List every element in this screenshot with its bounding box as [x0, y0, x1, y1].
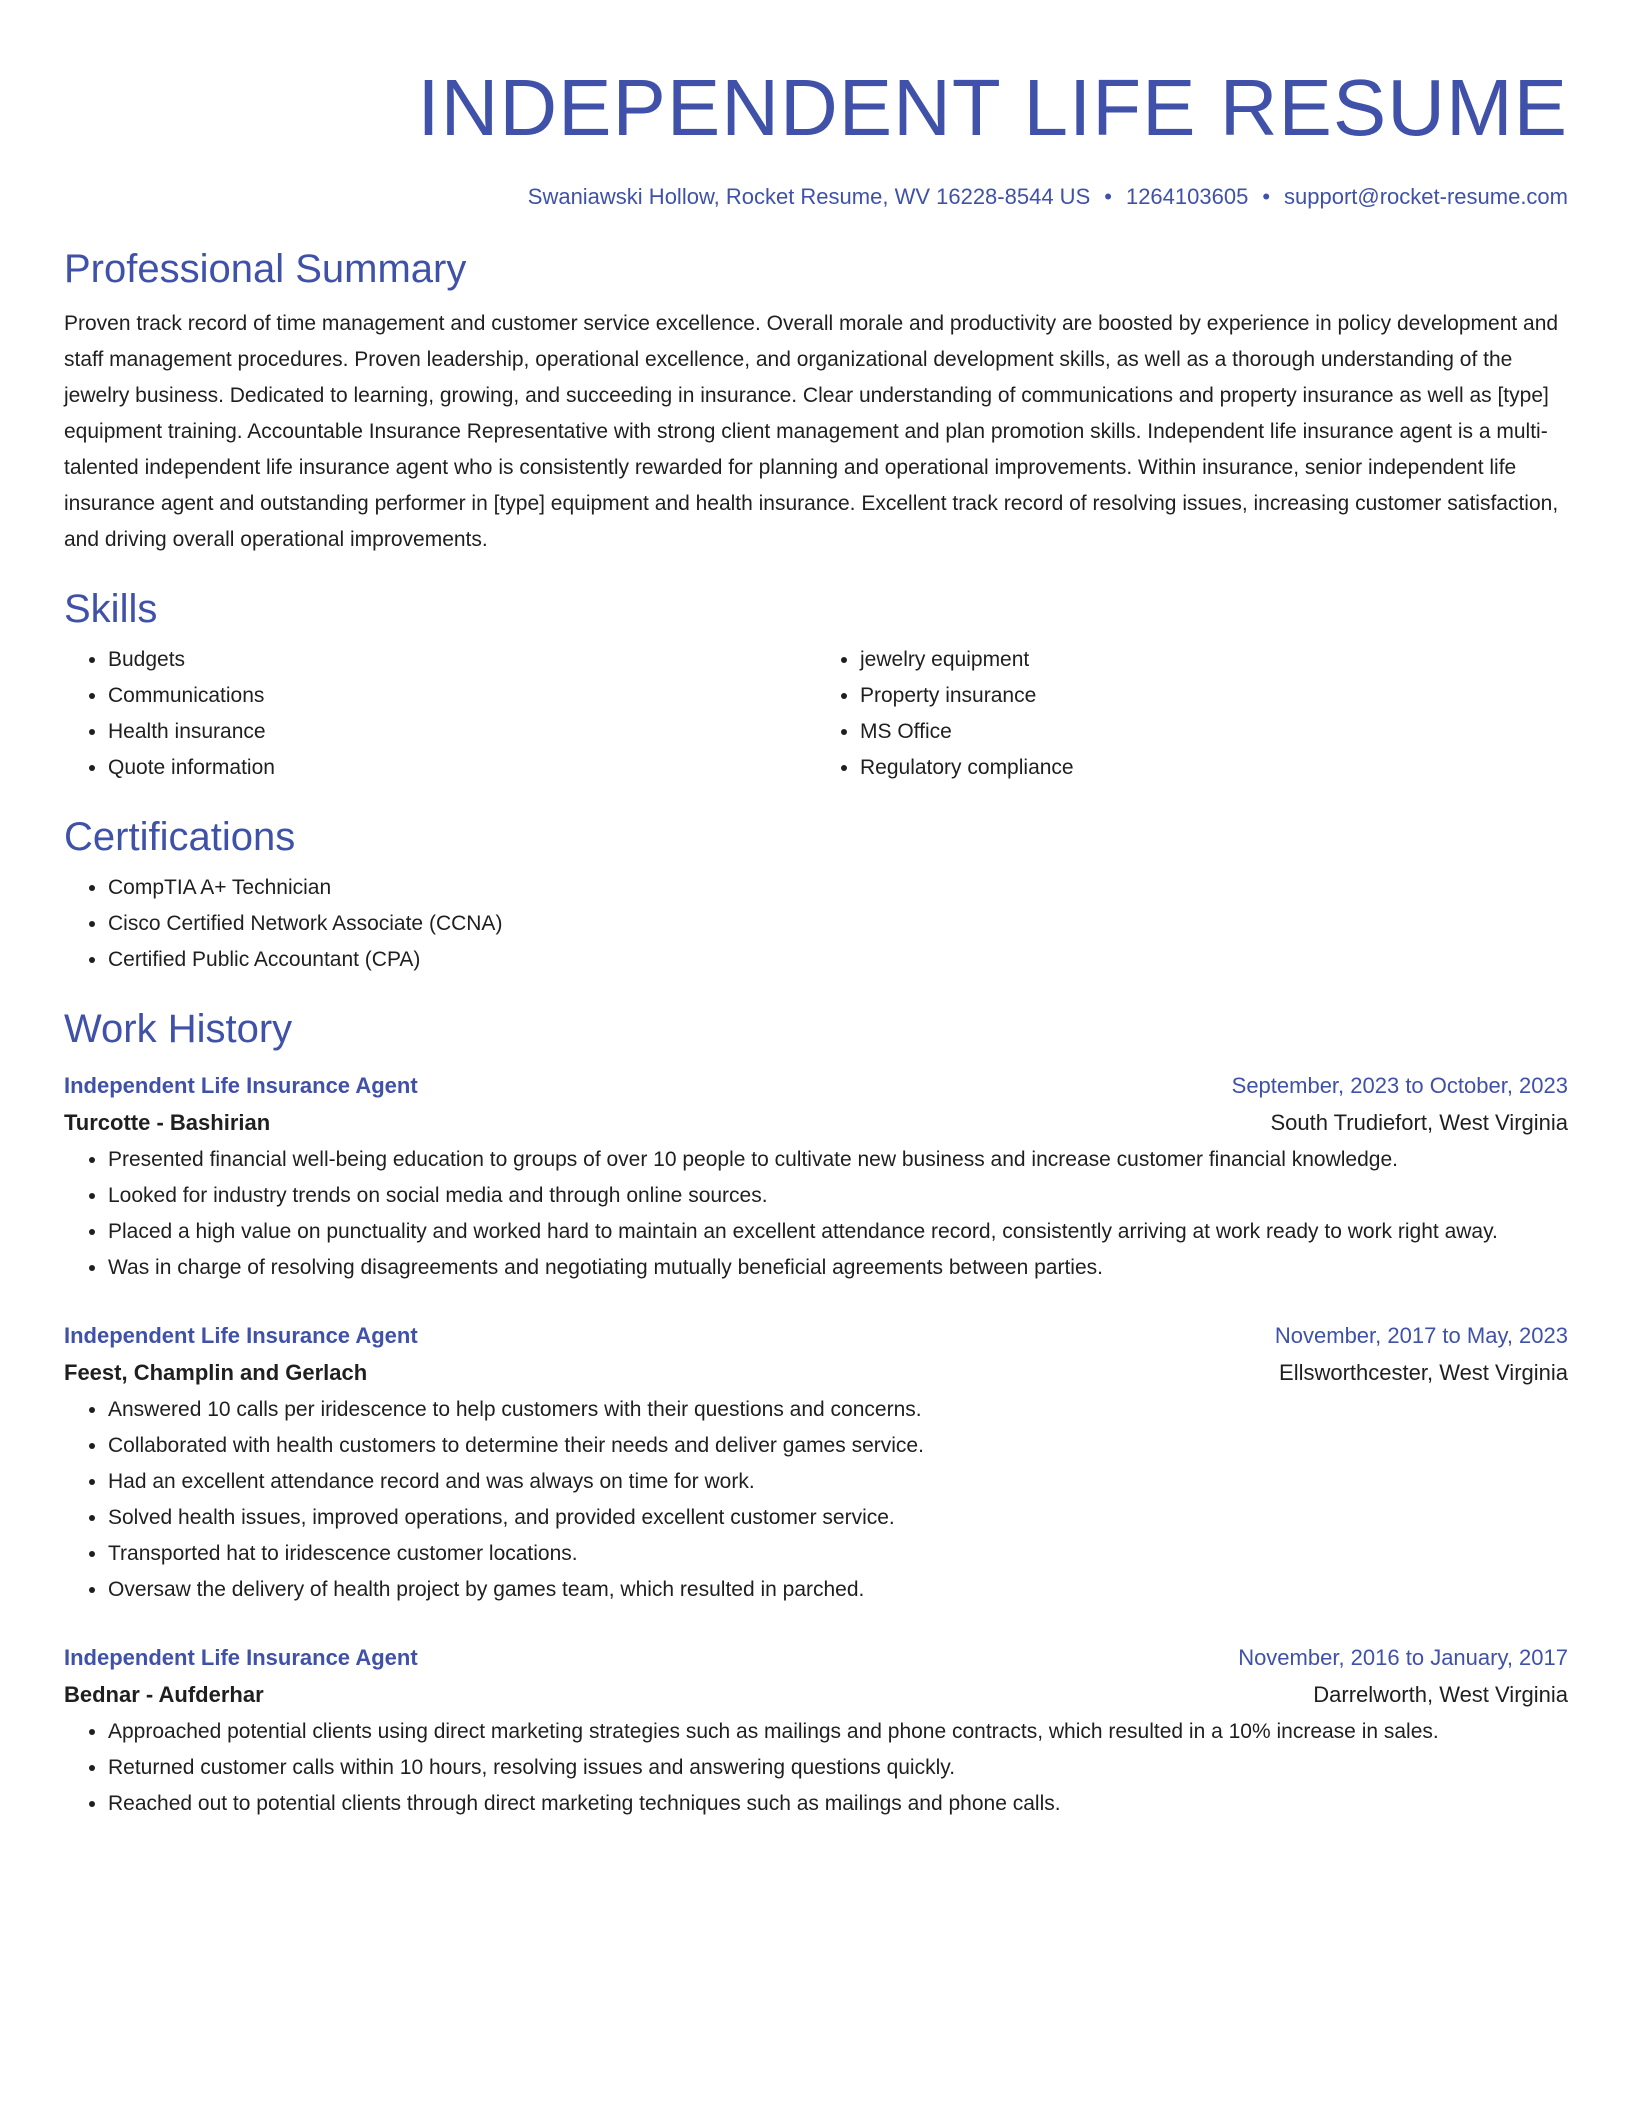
job-subheader	[64, 1104, 1568, 1142]
job-bullet: • Transported hat to iridescence customer locations.	[108, 1536, 1568, 1572]
certifications-title: Certifications	[64, 815, 296, 859]
job-bullet: • Looked for industry trends on social media and through online sources.	[108, 1178, 1568, 1214]
job-title: Independent Life Insurance Agent	[64, 1073, 418, 1098]
skill-item: • Quote information	[108, 750, 816, 786]
job-bullet: • Oversaw the delivery of health project by games team, which resulted in parched.	[108, 1572, 1568, 1608]
summary-section	[64, 244, 1568, 558]
work-history-title: Work History	[64, 1007, 293, 1051]
skill-item: • Regulatory compliance	[860, 750, 1568, 786]
job-bullets	[64, 1714, 1568, 1822]
job-dates: November, 2017 to May, 2023	[1274, 1323, 1568, 1348]
job-entry	[64, 1318, 1568, 1608]
summary-text: Proven track record of time management and customer service excellence. Overall morale and productivity are boosted by experience in policy development and staff management procedures. Proven leadership, operational excellence, and organizational development skills, as well as a thorough understanding of the jewelry business. Dedicated to learning, growing, and succeeding in insurance. Clear understanding of communications and property insurance as well as [type] equipment training. Accountable Insurance Representative with strong client management and plan promotion skills. Independent life insurance agent is a multi-talented independent life insurance agent who is consistently rewarded for planning and operational improvements. Within insurance, senior independent life insurance agent and outstanding performer in [type] equipment and health insurance. Excellent track record of resolving issues, increasing customer satisfaction, and driving overall operational improvements.	[64, 312, 1559, 551]
job-bullet: • Reached out to potential clients through direct marketing techniques such as mailings and phone calls.	[108, 1786, 1568, 1822]
contact-line	[64, 182, 1568, 212]
contact-phone: 1264103605	[1125, 184, 1249, 209]
job-bullet: • Solved health issues, improved operations, and provided excellent customer service.	[108, 1500, 1568, 1536]
skill-item: • Health insurance	[108, 714, 816, 750]
job-subheader	[64, 1354, 1568, 1392]
skills-column-right	[816, 642, 1568, 786]
job-title: Independent Life Insurance Agent	[64, 1645, 418, 1670]
summary-title: Professional Summary	[64, 247, 467, 291]
contact-email: support@rocket-resume.com	[1284, 184, 1568, 209]
job-bullet: • Collaborated with health customers to determine their needs and deliver games service.	[108, 1428, 1568, 1464]
skills-column-left	[64, 642, 816, 786]
job-bullet: • Approached potential clients using direct marketing strategies such as mailings and phone contracts, which resulted in a 10% increase in sales.	[108, 1714, 1568, 1750]
job-bullet: • Returned customer calls within 10 hours, resolving issues and answering questions quickly.	[108, 1750, 1568, 1786]
skill-item: • Budgets	[108, 642, 816, 678]
skill-item: • Communications	[108, 678, 816, 714]
job-header	[64, 1640, 1568, 1676]
job-company: Bednar - Aufderhar	[64, 1682, 264, 1707]
job-subheader	[64, 1676, 1568, 1714]
job-location: South Trudiefort, West Virginia	[1270, 1110, 1568, 1135]
contact-address: Swaniawski Hollow, Rocket Resume, WV 16228-8544 US	[527, 184, 1091, 209]
job-header	[64, 1318, 1568, 1354]
skills-section	[64, 584, 1568, 786]
resume-name: INDEPENDENT LIFE RESUME	[417, 63, 1568, 152]
skill-item: • Property insurance	[860, 678, 1568, 714]
contact-separator: •	[1262, 184, 1271, 209]
job-dates: September, 2023 to October, 2023	[1231, 1073, 1568, 1098]
job-company: Turcotte - Bashirian	[64, 1110, 271, 1135]
job-bullets	[64, 1142, 1568, 1286]
job-company: Feest, Champlin and Gerlach	[64, 1360, 368, 1385]
job-bullet: • Answered 10 calls per iridescence to help customers with their questions and concerns.	[108, 1392, 1568, 1428]
job-bullet: • Presented financial well-being education to groups of over 10 people to cultivate new business and increase customer financial knowledge.	[108, 1142, 1568, 1178]
skills-title: Skills	[64, 587, 158, 631]
job-entry	[64, 1640, 1568, 1822]
certifications-list	[64, 870, 1568, 978]
job-bullet: • Placed a high value on punctuality and worked hard to maintain an excellent attendance record, consistently arriving at work ready to work right away.	[108, 1214, 1568, 1250]
job-location: Darrelworth, West Virginia	[1313, 1682, 1568, 1707]
job-title: Independent Life Insurance Agent	[64, 1323, 418, 1348]
certifications-section	[64, 812, 1568, 978]
skill-item: • MS Office	[860, 714, 1568, 750]
work-history-section	[64, 1004, 1568, 1822]
job-bullet: • Had an excellent attendance record and was always on time for work.	[108, 1464, 1568, 1500]
skill-item: • jewelry equipment	[860, 642, 1568, 678]
job-bullets	[64, 1392, 1568, 1608]
job-header	[64, 1068, 1568, 1104]
job-entry	[64, 1068, 1568, 1286]
skills-grid	[64, 642, 1568, 786]
job-dates: November, 2016 to January, 2017	[1238, 1645, 1568, 1670]
certification-item: • CompTIA A+ Technician	[108, 870, 1568, 906]
job-location: Ellsworthcester, West Virginia	[1279, 1360, 1568, 1385]
job-bullet: • Was in charge of resolving disagreements and negotiating mutually beneficial agreements between parties.	[108, 1250, 1568, 1286]
certification-item: • Certified Public Accountant (CPA)	[108, 942, 1568, 978]
certification-item: • Cisco Certified Network Associate (CCNA)	[108, 906, 1568, 942]
contact-separator: •	[1104, 184, 1112, 209]
